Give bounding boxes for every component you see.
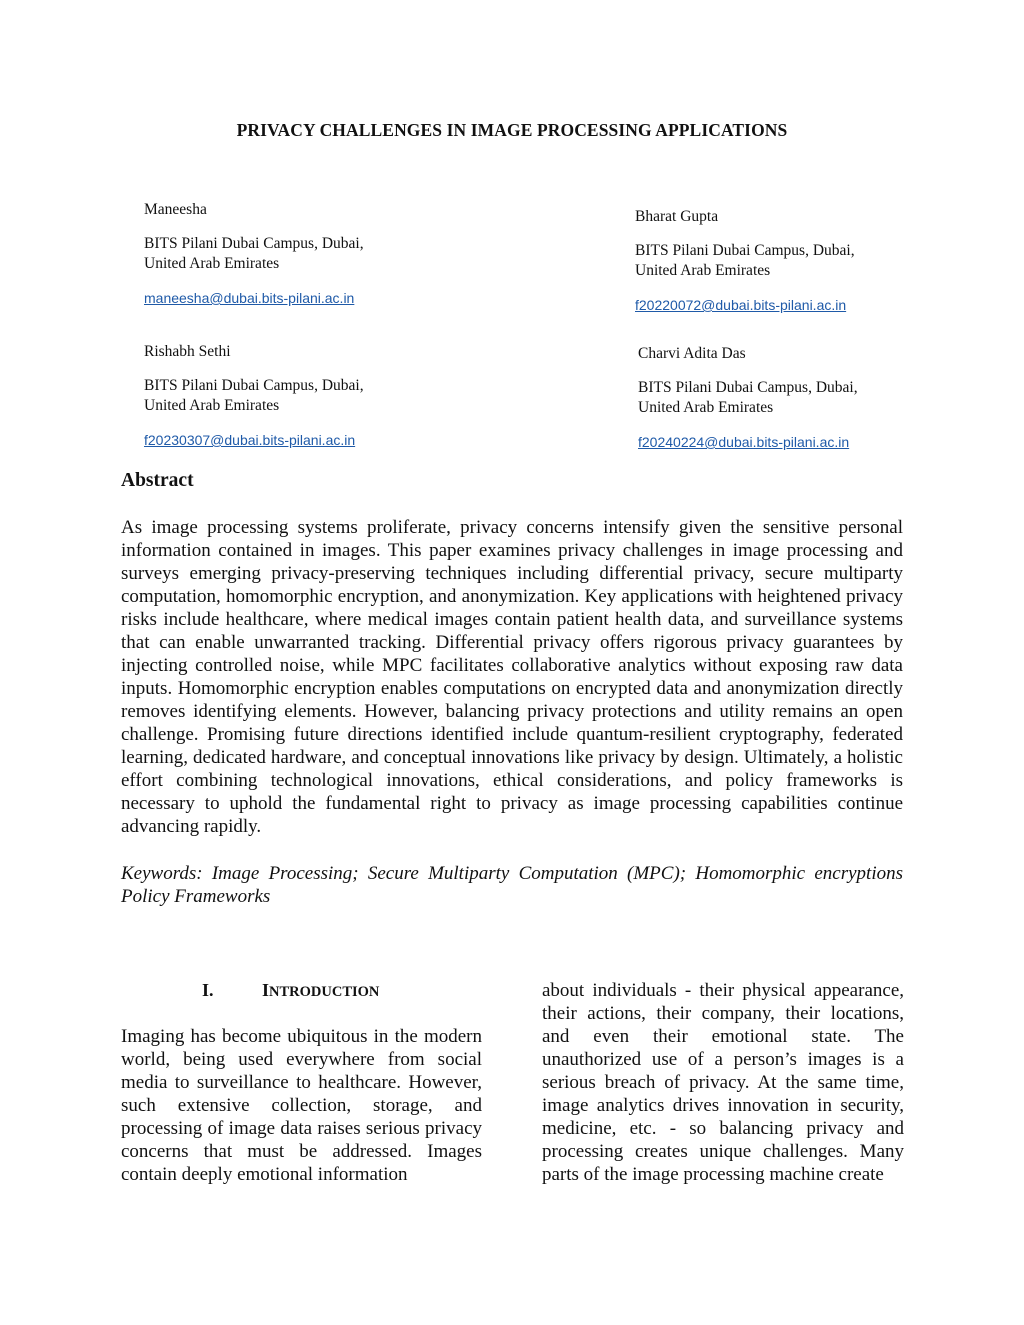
- author-email-link[interactable]: maneesha@dubai.bits-pilani.ac.in: [144, 290, 355, 306]
- author-name: Rishabh Sethi: [144, 343, 231, 360]
- affiliation-line: BITS Pilani Dubai Campus, Dubai,: [635, 242, 855, 259]
- abstract-body: As image processing systems proliferate, privacy concerns intensify given the sensitive personal information contained in images. This paper examines privacy challenges in image processing and surveys emerging privacy-preserving techniques including differential privacy, secure multiparty computation, homomorphic encryption, and anonymization. Key applications with heightened privacy risks include healthcare, where medical images contain patient health data, and surveillance systems that can enable unwarranted tracking. Differential privacy offers rigorous privacy guarantees by injecting controlled noise, while MPC facilitates collaborative analytics without exposing raw data inputs. Homomorphic encryption enables computations on encrypted data and anonymization directly removes identifying elements. However, balancing privacy protections and utility remains an open challenge. Promising future directions identified include quantum-resilient cryptography, federated learning, dedicated hardware, and conceptual innovations like privacy by design. Ultimately, a holistic effort combining technological innovations, ethical considerations, and policy frameworks is necessary to uphold the fundamental right to privacy as image processing capabilities continue advancing rapidly.: [121, 517, 903, 837]
- author-affiliation: [144, 376, 364, 416]
- author-name: Charvi Adita Das: [638, 345, 746, 362]
- paper-title: PRIVACY CHALLENGES IN IMAGE PROCESSING APPLICATIONS: [236, 120, 788, 140]
- introduction-right-column: about individuals - their physical appearance, their actions, their company, their locations, and even their emotional state. The unauthorized use of a person’s images is a serious breach of privacy. At the same time, image analytics drives innovation in security, medicine, etc. - so balancing privacy and processing creates unique challenges. Many parts of the image processing machine create: [542, 980, 904, 1185]
- author-affiliation: [635, 241, 855, 281]
- author-block-bharat-gupta: [635, 207, 855, 316]
- introduction-left-column: Imaging has become ubiquitous in the modern world, being used everywhere from social media to surveillance to healthcare. However, such extensive collection, storage, and processing of image data raises serious privacy concerns that must be addressed. Images contain deeply emotional information: [121, 1026, 482, 1185]
- author-affiliation: [638, 378, 858, 418]
- section-title-rest: NTRODUCTION: [269, 984, 380, 1000]
- author-email-link[interactable]: f20230307@dubai.bits-pilani.ac.in: [144, 432, 356, 448]
- author-name: Maneesha: [144, 201, 207, 218]
- keywords: Keywords: Image Processing; Secure Multiparty Computation (MPC); Homomorphic encryptions Policy Frameworks: [121, 863, 903, 907]
- affiliation-line: United Arab Emirates: [144, 397, 280, 414]
- section-heading-introduction: [202, 980, 379, 1001]
- author-email-link[interactable]: f20240224@dubai.bits-pilani.ac.in: [638, 434, 850, 450]
- affiliation-line: United Arab Emirates: [638, 399, 774, 416]
- affiliation-line: United Arab Emirates: [635, 262, 771, 279]
- abstract-heading: Abstract: [121, 470, 194, 491]
- affiliation-line: BITS Pilani Dubai Campus, Dubai,: [638, 379, 858, 396]
- section-title-initial: I: [262, 980, 270, 1000]
- section-number: I.: [202, 980, 214, 1000]
- author-affiliation: [144, 234, 364, 274]
- author-name: Bharat Gupta: [635, 208, 719, 225]
- affiliation-line: United Arab Emirates: [144, 255, 280, 272]
- author-block-charvi-adita-das: [638, 344, 858, 453]
- author-block-maneesha: [144, 200, 364, 309]
- affiliation-line: BITS Pilani Dubai Campus, Dubai,: [144, 235, 364, 252]
- affiliation-line: BITS Pilani Dubai Campus, Dubai,: [144, 377, 364, 394]
- author-block-rishabh-sethi: [144, 342, 364, 451]
- author-email-link[interactable]: f20220072@dubai.bits-pilani.ac.in: [635, 297, 847, 313]
